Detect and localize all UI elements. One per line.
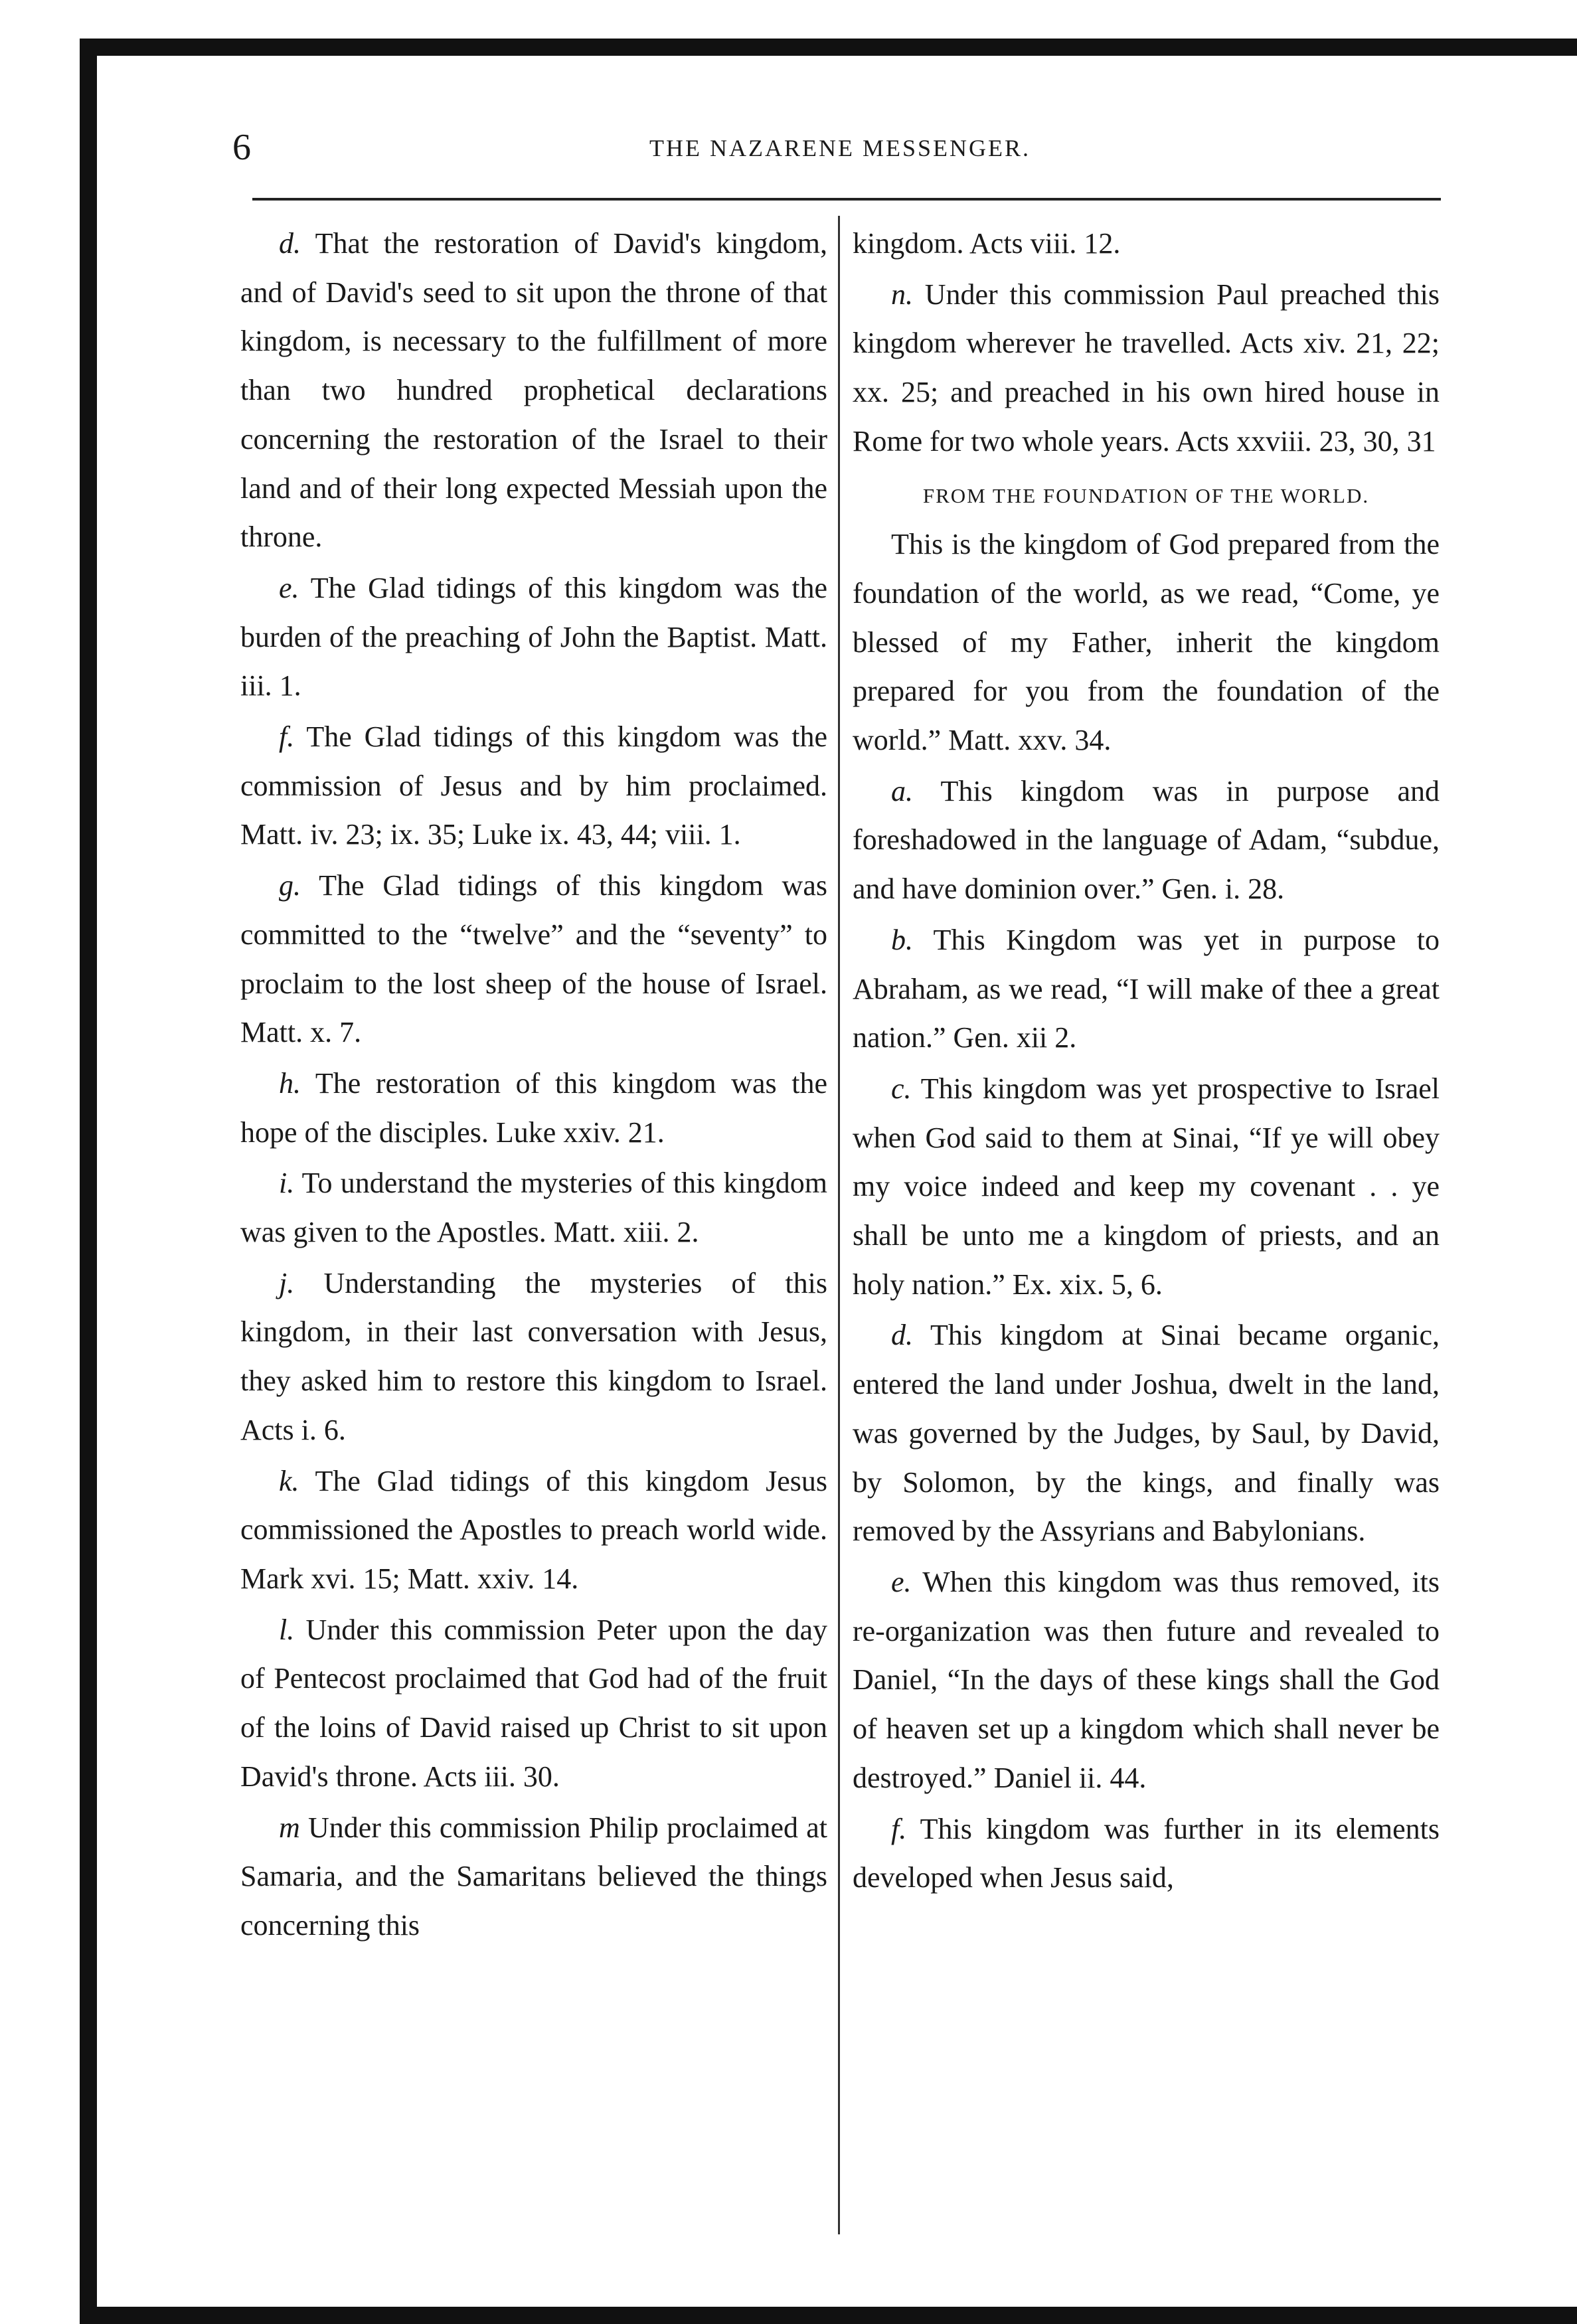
paragraph-a	[853, 767, 1440, 914]
scan-border-top	[80, 39, 1577, 56]
paragraph-f	[240, 712, 827, 859]
header-rule	[252, 198, 1441, 201]
right-column	[853, 219, 1440, 1904]
paragraph-text: When this kingdom was thus removed, its re-organization was then future and revealed to Daniel, “In the days of these kings shall the God of heaven set up a kingdom which shall never be destroyed.” Daniel ii. 44.	[853, 1565, 1440, 1794]
paragraph-text: The Glad tidings of this kingdom Jesus commissioned the Apostles to preach world wide. Mark xvi. 15; Matt. xxiv. 14.	[240, 1464, 827, 1595]
paragraph-marker: e.	[891, 1565, 912, 1598]
paragraph-marker: f.	[891, 1812, 907, 1845]
paragraph-i	[240, 1159, 827, 1256]
paragraph-d	[240, 219, 827, 562]
paragraph-text: The Glad tidings of this kingdom was the commission of Jesus and by him proclaimed. Matt. iv. 23; ix. 35; Luke ix. 43, 44; viii. 1.	[240, 720, 827, 851]
column-divider	[838, 216, 840, 2234]
paragraph-e	[240, 564, 827, 710]
page-number: 6	[232, 127, 251, 168]
paragraph-c	[853, 1064, 1440, 1309]
paragraph-marker: l.	[279, 1613, 295, 1646]
paragraph-marker: j.	[279, 1266, 295, 1299]
paragraph-text: To understand the mysteries of this kingdom was given to the Apostles. Matt. xiii. 2.	[240, 1167, 827, 1249]
paragraph-text: Under this commission Paul preached this kingdom wherever he travelled. Acts xiv. 21, 22; xx. 25; and preached in his own hired house in Rome for two whole years. Acts xxviii. 23, 30, 31	[853, 278, 1440, 457]
scan-border-left	[80, 39, 97, 2324]
left-column	[240, 219, 827, 1952]
paragraph-g	[240, 861, 827, 1057]
paragraph-marker: n.	[891, 278, 913, 311]
paragraph-text: The restoration of this kingdom was the hope of the disciples. Luke xxiv. 21.	[240, 1066, 827, 1149]
paragraph-text: That the restoration of David's kingdom, and of David's seed to sit upon the throne of that kingdom, is necessary to the fulfillment of more than two hundred prophetical declarations concerning the restoration of the Israel to their land and of their long expected Messiah upon the throne.	[240, 227, 827, 554]
paragraph-marker: a.	[891, 774, 913, 807]
paragraph-marker: g.	[279, 869, 301, 902]
paragraph-d-right	[853, 1311, 1440, 1556]
continued-text: kingdom. Acts viii. 12.	[853, 227, 1121, 260]
paragraph-text: Understanding the mysteries of this kingdom, in their last conversation with Jesus, they asked him to restore this kingdom to Israel. Acts i. 6.	[240, 1266, 827, 1446]
intro-paragraph: This is the kingdom of God prepared from the foundation of the world, as we read, “Come, ye blessed of my Father, inherit the kingdom prepared for you from the foundation of the world.” Matt. xxv. 34.	[853, 528, 1440, 757]
paragraph-n	[853, 270, 1440, 466]
paragraph-marker: k.	[279, 1464, 299, 1497]
paragraph-m	[240, 1803, 827, 1950]
paragraph-h	[240, 1059, 827, 1157]
section-heading: FROM THE FOUNDATION OF THE WORLD.	[922, 483, 1370, 507]
paragraph-marker: d.	[279, 227, 301, 260]
paragraph-text: The Glad tidings of this kingdom was committed to the “twelve” and the “seventy” to proclaim to the lost sheep of the house of Israel. Matt. x. 7.	[240, 869, 827, 1049]
paragraph-marker: m	[279, 1811, 300, 1844]
scan-border-bottom	[80, 2307, 1577, 2324]
paragraph-text: This kingdom was yet prospective to Israel when God said to them at Sinai, “If ye will obey my voice indeed and keep my covenant . . ye shall be unto me a kingdom of priests, and an holy nation.” Ex. xix. 5, 6.	[853, 1072, 1440, 1301]
paragraph-text: Under this commission Philip proclaimed at Samaria, and the Samaritans believed the things concerning this	[240, 1811, 828, 1942]
paragraph-text: The Glad tidings of this kingdom was the burden of the preaching of John the Baptist. Matt. iii. 1.	[240, 571, 827, 703]
paragraph-marker: e.	[279, 571, 299, 604]
paragraph-text: This kingdom was in purpose and foreshadowed in the language of Adam, “subdue, and have dominion over.” Gen. i. 28.	[853, 774, 1440, 906]
paragraph-marker: d.	[891, 1319, 913, 1352]
paragraph-text: This kingdom was further in its elements developed when Jesus said,	[853, 1812, 1440, 1894]
paragraph-b	[853, 916, 1440, 1062]
paragraph-marker: b.	[891, 923, 913, 956]
paragraph-e-right	[853, 1558, 1440, 1803]
paragraph-l	[240, 1606, 827, 1801]
paragraph-text: This Kingdom was yet in purpose to Abraham, as we read, “I will make of thee a great nation.” Gen. xii 2.	[853, 923, 1440, 1054]
paragraph-marker: i.	[279, 1167, 295, 1200]
paragraph-f-right	[853, 1805, 1440, 1902]
paragraph-marker: f.	[279, 720, 295, 754]
running-head: THE NAZARENE MESSENGER.	[649, 135, 1031, 161]
paragraph-text: Under this commission Peter upon the day of Pentecost proclaimed that God had of the fruit of the loins of David raised up Christ to sit upon David's throne. Acts iii. 30.	[240, 1613, 827, 1793]
paragraph-marker: c.	[891, 1072, 912, 1105]
paragraph-j	[240, 1259, 827, 1455]
page-header	[232, 126, 1448, 179]
paragraph-k	[240, 1457, 827, 1604]
paragraph-marker: h.	[279, 1066, 301, 1100]
paragraph-text: This kingdom at Sinai became organic, entered the land under Joshua, dwelt in the land, was governed by the Judges, by Saul, by David, by Solomon, by the kings, and finally was removed by the Assyrians and Babylonians.	[853, 1319, 1440, 1548]
